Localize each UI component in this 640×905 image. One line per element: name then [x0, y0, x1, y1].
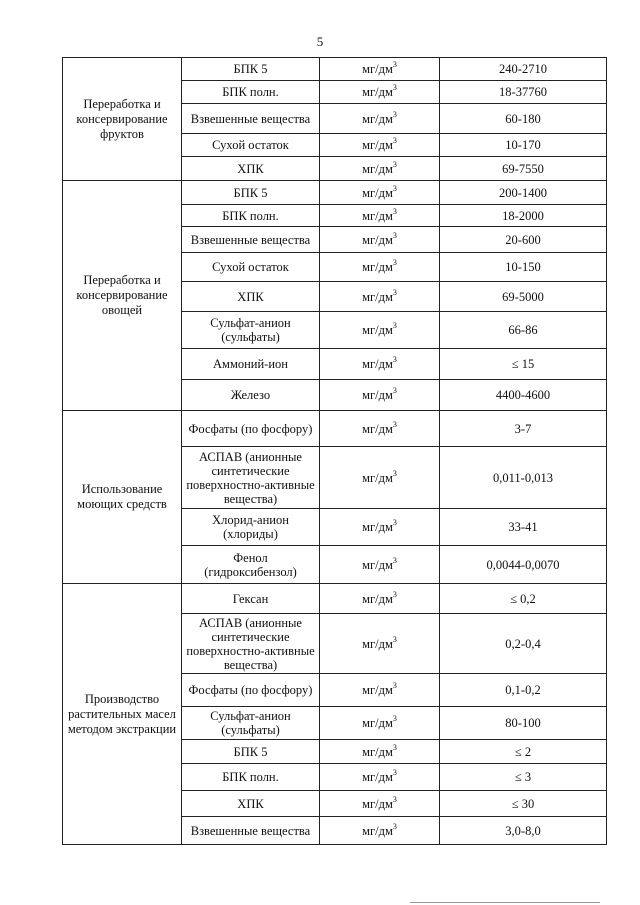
table-row: [63, 58, 607, 81]
unit-cell: $мг/дм^3$: [320, 227, 440, 253]
page-number: 5: [316, 34, 324, 49]
unit-cell: $мг/дм^3$: [320, 509, 440, 546]
value-cell: ≤ 2: [440, 740, 607, 764]
indicator-cell: Взвешенные вещества: [182, 104, 320, 134]
value-cell: 4400-4600: [440, 380, 607, 411]
unit-cell: $мг/дм^3$: [320, 411, 440, 447]
indicator-cell: Сульфат-анион (сульфаты): [182, 707, 320, 740]
indicator-cell: Взвешенные вещества: [182, 227, 320, 253]
value-cell: 20-600: [440, 227, 607, 253]
group-name-fruits: Переработка и консервирование фруктов: [63, 58, 182, 181]
indicator-cell: ХПК: [182, 791, 320, 817]
unit-cell: $мг/дм^3$: [320, 614, 440, 674]
value-cell: 0,2-0,4: [440, 614, 607, 674]
value-cell: ≤ 15: [440, 349, 607, 380]
unit-cell: $мг/дм^3$: [320, 764, 440, 791]
unit-cell: $мг/дм^3$: [320, 546, 440, 584]
indicator-cell: ХПК: [182, 282, 320, 312]
value-cell: 0,011-0,013: [440, 447, 607, 509]
indicator-cell: БПК 5: [182, 58, 320, 81]
unit-cell: $мг/дм^3$: [320, 584, 440, 614]
indicator-cell: Фенол (гидроксибензол): [182, 546, 320, 584]
unit-cell: $мг/дм^3$: [320, 447, 440, 509]
value-cell: ≤ 0,2: [440, 584, 607, 614]
indicator-cell: Взвешенные вещества: [182, 817, 320, 845]
indicator-cell: Фосфаты (по фосфору): [182, 674, 320, 707]
unit-cell: $мг/дм^3$: [320, 181, 440, 205]
unit-cell: $мг/дм^3$: [320, 349, 440, 380]
indicator-cell: БПК полн.: [182, 81, 320, 104]
unit-cell: $мг/дм^3$: [320, 253, 440, 282]
value-cell: 10-170: [440, 134, 607, 157]
indicator-cell: АСПАВ (анионные синтетические поверхностно-активные вещества): [182, 614, 320, 674]
table-row: [63, 181, 607, 205]
unit-cell: $мг/дм^3$: [320, 205, 440, 227]
unit-cell: $мг/дм^3$: [320, 707, 440, 740]
unit-cell: $мг/дм^3$: [320, 740, 440, 764]
value-cell: 3,0-8,0: [440, 817, 607, 845]
value-cell: 240-2710: [440, 58, 607, 81]
unit-cell: $мг/дм^3$: [320, 134, 440, 157]
table-body: [63, 58, 607, 845]
value-cell: 33-41: [440, 509, 607, 546]
value-cell: 60-180: [440, 104, 607, 134]
value-cell: 66-86: [440, 312, 607, 349]
footer-rule: [410, 902, 600, 903]
indicator-cell: Железо: [182, 380, 320, 411]
indicator-cell: ХПК: [182, 157, 320, 181]
value-cell: 200-1400: [440, 181, 607, 205]
unit-cell: $мг/дм^3$: [320, 312, 440, 349]
value-cell: 10-150: [440, 253, 607, 282]
indicator-cell: Гексан: [182, 584, 320, 614]
value-cell: 80-100: [440, 707, 607, 740]
group-name-detergents: Использование моющих средств: [63, 411, 182, 584]
unit-cell: $мг/дм^3$: [320, 817, 440, 845]
indicator-cell: АСПАВ (анионные синтетические поверхностно-активные вещества): [182, 447, 320, 509]
value-cell: 69-5000: [440, 282, 607, 312]
indicator-cell: Хлорид-анион (хлориды): [182, 509, 320, 546]
value-cell: 0,1-0,2: [440, 674, 607, 707]
unit-cell: $мг/дм^3$: [320, 104, 440, 134]
table-row: [63, 584, 607, 614]
indicator-cell: Аммоний-ион: [182, 349, 320, 380]
indicator-cell: БПК полн.: [182, 764, 320, 791]
value-cell: ≤ 30: [440, 791, 607, 817]
indicator-cell: БПК 5: [182, 181, 320, 205]
value-cell: 0,0044-0,0070: [440, 546, 607, 584]
unit-cell: $мг/дм^3$: [320, 81, 440, 104]
unit-cell: $мг/дм^3$: [320, 380, 440, 411]
indicator-cell: Сухой остаток: [182, 253, 320, 282]
pollutants-table: [62, 57, 607, 845]
value-cell: 69-7550: [440, 157, 607, 181]
indicator-cell: Сухой остаток: [182, 134, 320, 157]
group-name-vegetables: Переработка и консервирование овощей: [63, 181, 182, 411]
group-name-oils: Производство растительных масел методом экстракции: [63, 584, 182, 845]
value-cell: 3-7: [440, 411, 607, 447]
unit-cell: $мг/дм^3$: [320, 157, 440, 181]
unit-cell: $мг/дм^3$: [320, 791, 440, 817]
indicator-cell: БПК 5: [182, 740, 320, 764]
value-cell: 18-37760: [440, 81, 607, 104]
unit-cell: $мг/дм^3$: [320, 674, 440, 707]
indicator-cell: БПК полн.: [182, 205, 320, 227]
unit-cell: $мг/дм^3$: [320, 282, 440, 312]
unit-cell: $мг/дм^3$: [320, 58, 440, 81]
value-cell: ≤ 3: [440, 764, 607, 791]
indicator-cell: Фосфаты (по фосфору): [182, 411, 320, 447]
value-cell: 18-2000: [440, 205, 607, 227]
table-row: [63, 411, 607, 447]
indicator-cell: Сульфат-анион (сульфаты): [182, 312, 320, 349]
